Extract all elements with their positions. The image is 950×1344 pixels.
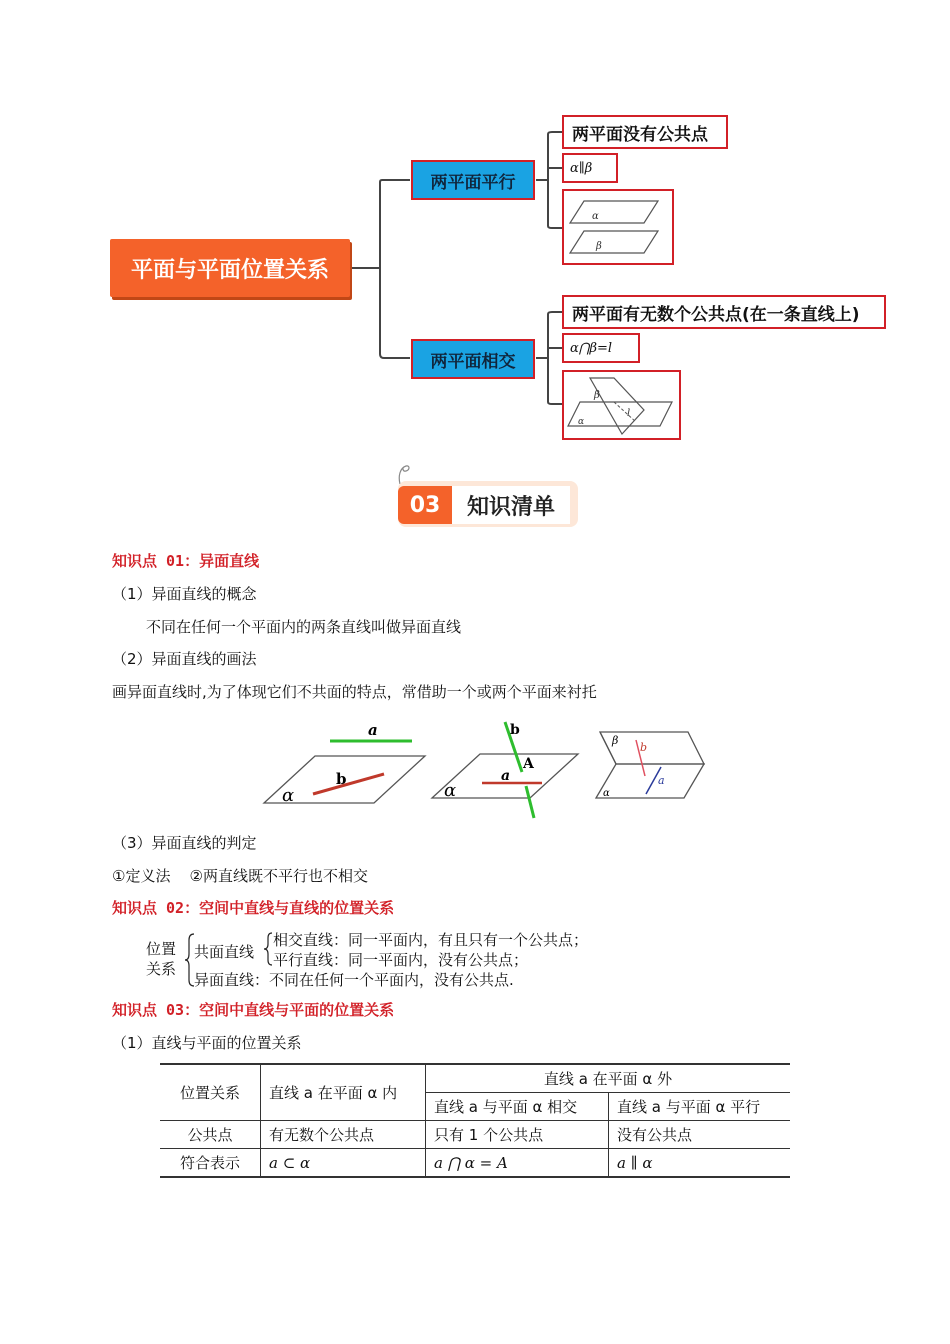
section1-item2-text: 画异面直线时,为了体现它们不共面的特点，常借助一个或两个平面来衬托: [112, 683, 597, 701]
mindmap-connectors: [0, 0, 950, 450]
section1-item1-text: 不同在任何一个平面内的两条直线叫做异面直线: [146, 618, 462, 636]
parallel-planes-diagram: [564, 191, 672, 263]
figure-label-alpha: α: [592, 211, 599, 222]
table-row: [160, 1149, 790, 1178]
th-intersect: 直线 a 与平面 α 相交: [426, 1093, 609, 1121]
td-symbol-in: a ⊂ α: [261, 1149, 426, 1178]
section1-item3-text: ①定义法 ②两直线既不平行也不相交: [112, 867, 368, 885]
mindmap-root: 平面与平面位置关系: [110, 239, 350, 297]
fig2-label-a: a: [501, 768, 511, 784]
td-common-parallel: 没有公共点: [609, 1121, 791, 1149]
section2-heading: 知识点 02：空间中直线与直线的位置关系: [112, 899, 395, 917]
leaf-no-common-point: 两平面没有公共点: [562, 115, 728, 149]
fig3-label-beta: β: [612, 734, 619, 747]
fig3-label-a: a: [658, 774, 665, 787]
leaf-parallel-formula: α∥β: [562, 153, 618, 183]
relation-skew: 异面直线：不同在任何一个平面内，没有公共点.: [194, 971, 514, 989]
branch-parallel: 两平面平行: [411, 160, 535, 200]
section3-heading: 知识点 03：空间中直线与平面的位置关系: [112, 1001, 395, 1019]
fig1-label-a: a: [368, 721, 378, 739]
line-plane-relation-table: [160, 1063, 790, 1178]
branch-intersect: 两平面相交: [411, 339, 535, 379]
fig1-label-alpha: α: [282, 785, 295, 806]
fig2-label-A: A: [523, 756, 534, 772]
th-outside: 直线 a 在平面 α 外: [426, 1064, 791, 1093]
relation-label-2: 关系: [146, 960, 177, 978]
coplanar-label: 共面直线: [194, 943, 255, 961]
td-symbol-intersect: a ⋂ α = A: [426, 1149, 609, 1178]
table-row: [160, 1064, 790, 1093]
td-symbol-parallel: a ∥ α: [609, 1149, 791, 1178]
relation-label-1: 位置: [146, 940, 177, 958]
relation-intersecting: 相交直线：同一平面内，有且只有一个公共点；: [273, 931, 589, 949]
section1-item2: （2）异面直线的画法: [112, 650, 257, 668]
th-parallel: 直线 a 与平面 α 平行: [609, 1093, 791, 1121]
skew-figure-1: [264, 721, 425, 806]
th-relation: 位置关系: [160, 1064, 261, 1121]
td-symbol-label: 符合表示: [160, 1149, 261, 1178]
fig3-label-b: b: [640, 741, 648, 754]
figure-label-alpha: α: [578, 417, 585, 427]
th-in-plane: 直线 a 在平面 α 内: [261, 1064, 426, 1121]
table-row: [160, 1121, 790, 1149]
section1-item3: （3）异面直线的判定: [112, 834, 257, 852]
skew-lines-figures: [260, 716, 710, 820]
section1-heading: 知识点 01：异面直线: [112, 552, 260, 570]
leaf-intersect-figure: [562, 370, 681, 440]
section1-item1: （1）异面直线的概念: [112, 585, 257, 603]
td-common-intersect: 只有 1 个公共点: [426, 1121, 609, 1149]
skew-figure-2: [432, 722, 578, 818]
leaf-parallel-figure: [562, 189, 674, 265]
fig2-label-b: b: [510, 722, 520, 738]
fig3-label-alpha: α: [603, 788, 610, 799]
td-common-in: 有无数个公共点: [261, 1121, 426, 1149]
intersecting-planes-diagram: [564, 372, 679, 438]
fig2-label-alpha: α: [444, 780, 457, 801]
fig1-label-b: b: [336, 770, 347, 788]
leaf-intersect-formula: α⋂β=l: [562, 333, 640, 363]
relation-parallel: 平行直线：同一平面内，没有公共点；: [273, 951, 529, 969]
figure-label-beta: β: [594, 390, 600, 401]
section3-item1: （1）直线与平面的位置关系: [112, 1034, 302, 1052]
td-common-label: 公共点: [160, 1121, 261, 1149]
figure-label-beta: β: [596, 241, 602, 252]
banner-number: 03: [398, 486, 452, 524]
leaf-infinite-common-points: 两平面有无数个公共点(在一条直线上): [562, 295, 886, 329]
banner-title: 知识清单: [452, 486, 570, 524]
skew-figure-3: [596, 732, 704, 799]
figure-label-l: l: [627, 408, 631, 419]
